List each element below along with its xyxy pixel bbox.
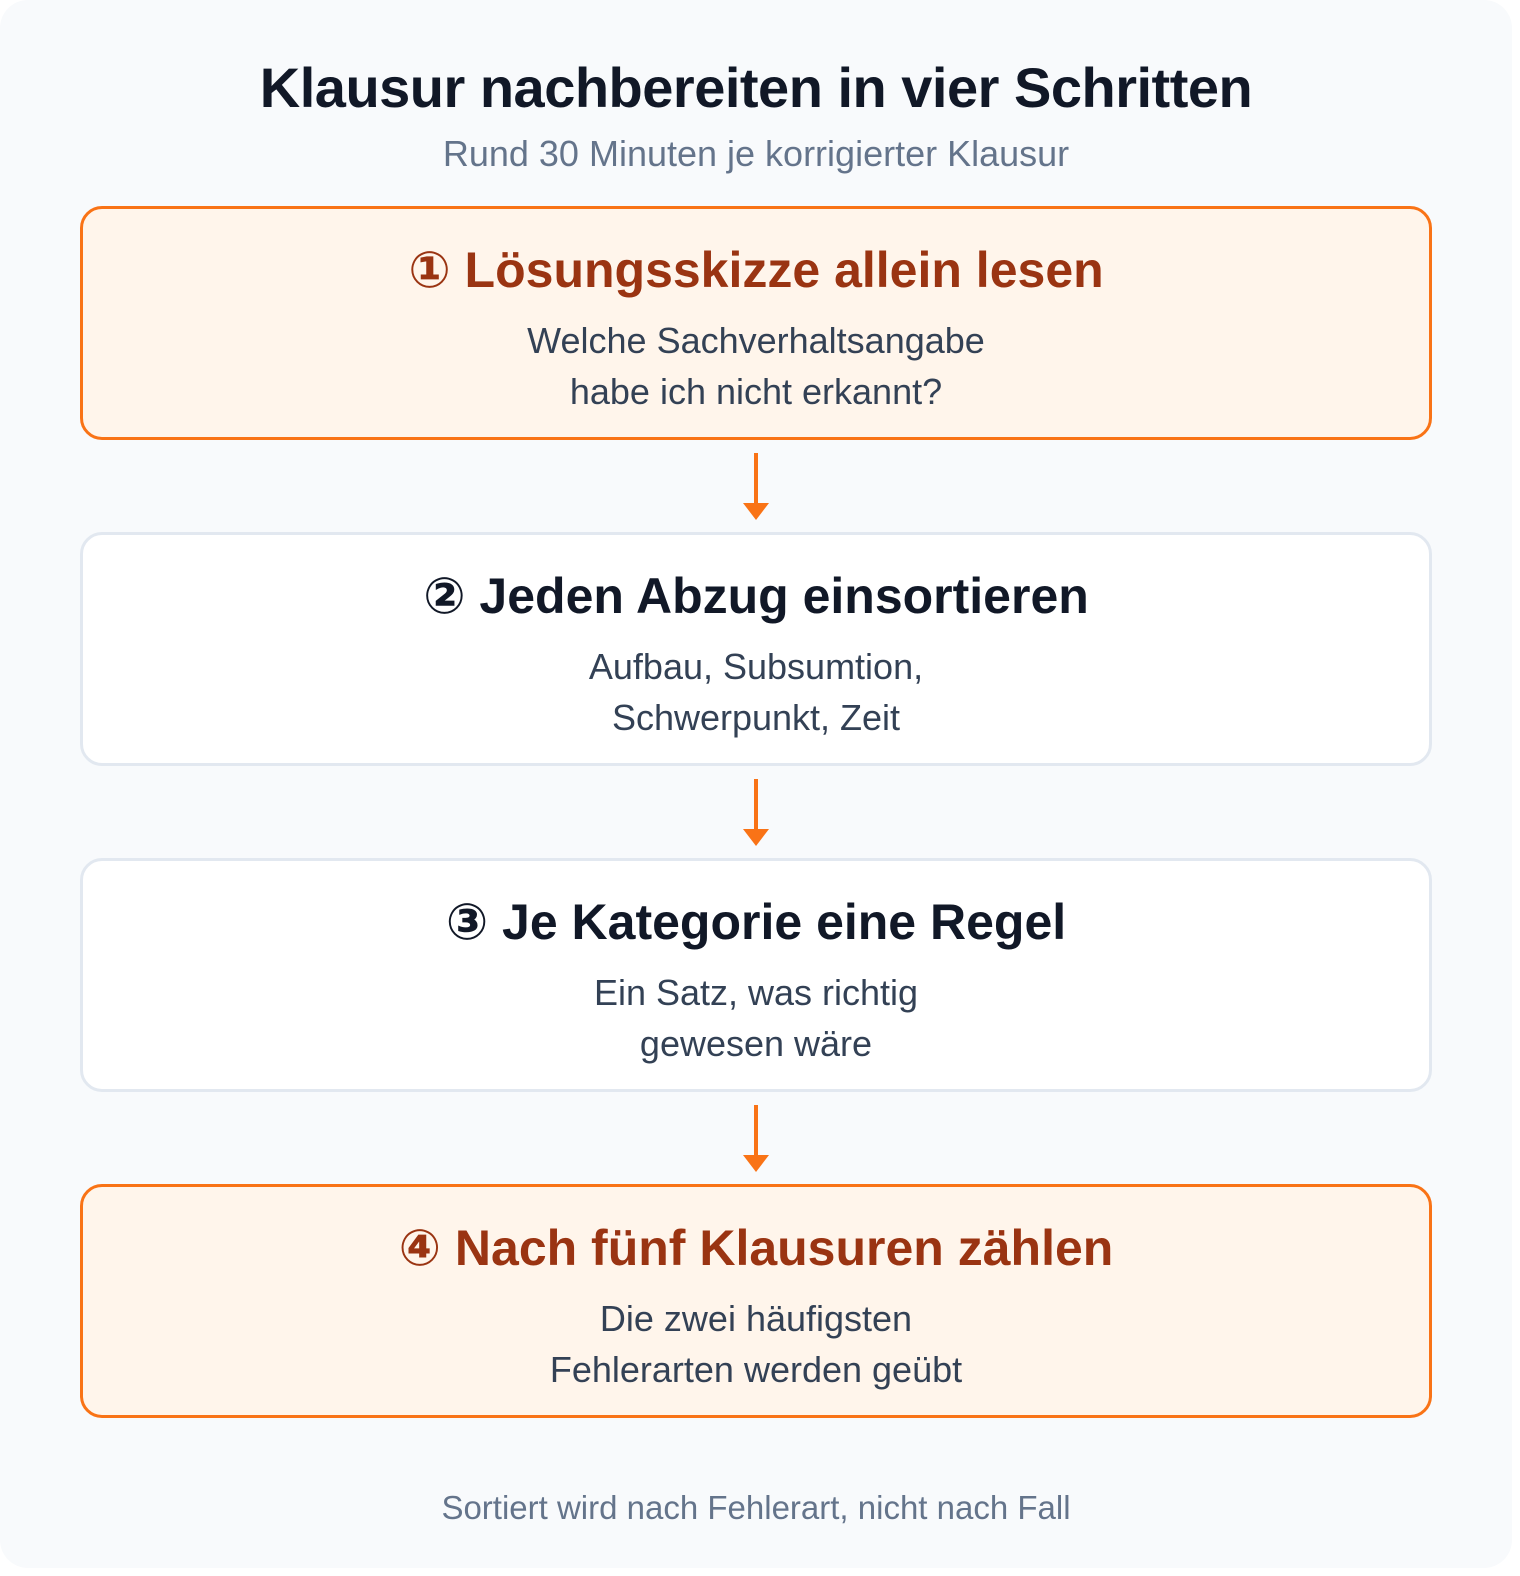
step-title-4: ④ Nach fünf Klausuren zählen xyxy=(398,1220,1114,1276)
step-description-4 xyxy=(83,1293,1429,1395)
step-description-4-line-2: Fehlerarten werden geübt xyxy=(549,1349,963,1390)
step-title-2: ② Jeden Abzug einsortieren xyxy=(423,568,1089,624)
step-description-2-line-2: Schwerpunkt, Zeit xyxy=(611,697,901,738)
diagram-subtitle: Rund 30 Minuten je korrigierter Klausur xyxy=(442,133,1070,174)
step-box-1 xyxy=(80,206,1432,440)
step-description-2-line-1: Aufbau, Subsumtion, xyxy=(588,646,924,687)
arrow-down-icon xyxy=(740,779,772,849)
step-title-1: ① Lösungsskizze allein lesen xyxy=(408,242,1104,298)
step-description-1-line-1: Welche Sachverhaltsangabe xyxy=(527,320,985,361)
arrow-down-icon xyxy=(740,1105,772,1175)
step-description-2 xyxy=(83,641,1429,743)
step-description-1 xyxy=(83,315,1429,417)
step-description-3-line-2: gewesen wäre xyxy=(639,1023,873,1064)
step-description-3-line-1: Ein Satz, was richtig xyxy=(593,972,919,1013)
arrow-down-icon xyxy=(740,453,772,523)
footer-note: Sortiert wird nach Fehlerart, nicht nach Fall xyxy=(441,1489,1071,1526)
step-description-3 xyxy=(83,967,1429,1069)
step-box-2 xyxy=(80,532,1432,766)
step-description-4-line-1: Die zwei häufigsten xyxy=(599,1298,913,1339)
step-title-3: ③ Je Kategorie eine Regel xyxy=(445,894,1067,950)
diagram-title: Klausur nachbereiten in vier Schritten xyxy=(259,56,1253,119)
step-box-4 xyxy=(80,1184,1432,1418)
step-description-1-line-2: habe ich nicht erkannt? xyxy=(569,371,943,412)
step-box-3 xyxy=(80,858,1432,1092)
